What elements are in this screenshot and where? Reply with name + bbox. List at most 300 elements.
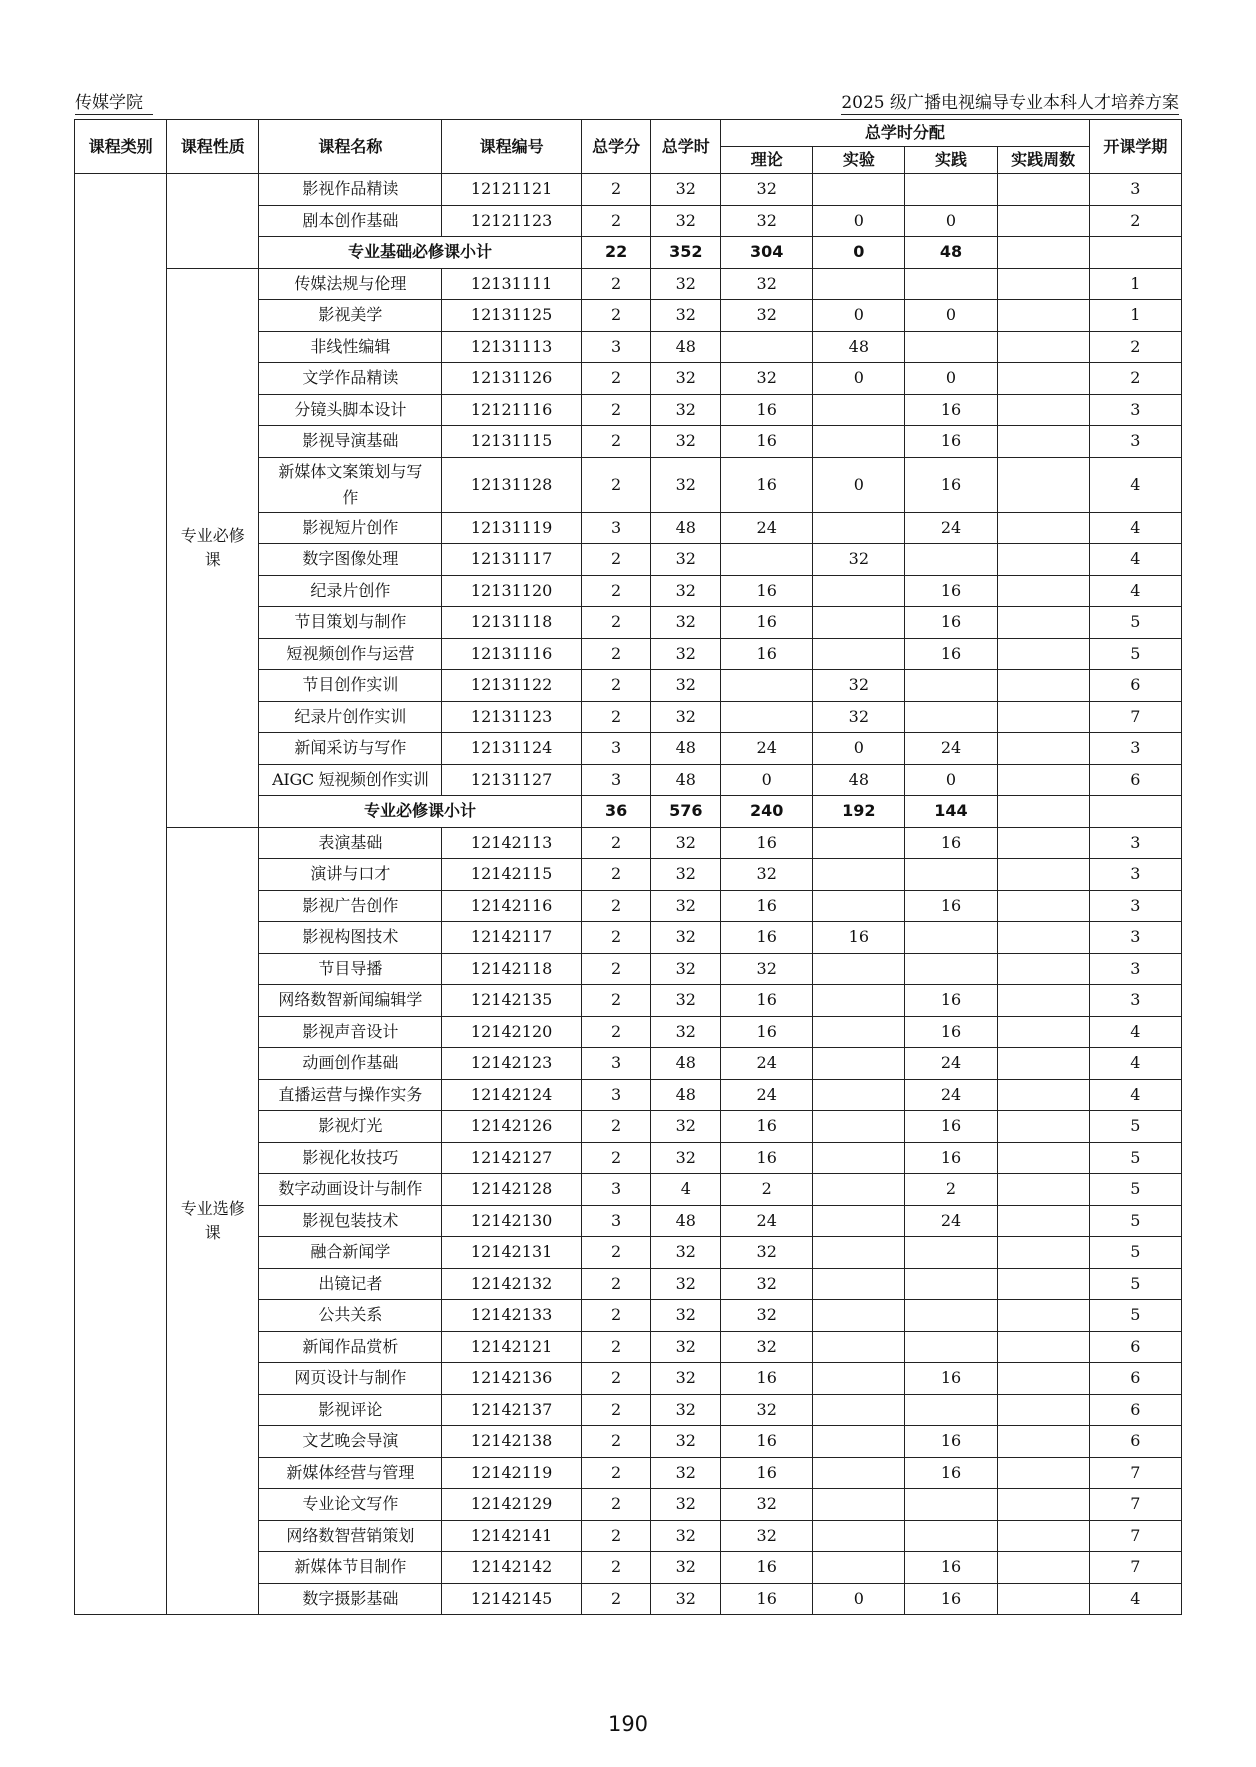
cell-practice-weeks bbox=[997, 457, 1089, 512]
cell-practice-weeks bbox=[997, 827, 1089, 859]
cell-hours: 32 bbox=[651, 1111, 721, 1143]
cell-practice: 16 bbox=[905, 426, 997, 458]
cell-semester: 3 bbox=[1089, 859, 1181, 891]
cell-name: 专业论文写作 bbox=[259, 1489, 442, 1521]
cell-name: 影视化妆技巧 bbox=[259, 1142, 442, 1174]
cell-credits: 2 bbox=[581, 268, 651, 300]
cell-theory: 16 bbox=[721, 1426, 813, 1458]
cell-experiment: 0 bbox=[813, 733, 905, 765]
col-header-semester: 开课学期 bbox=[1089, 120, 1181, 174]
cell-name: 文学作品精读 bbox=[259, 363, 442, 395]
cell-credits: 2 bbox=[581, 701, 651, 733]
cell-practice-weeks bbox=[997, 544, 1089, 576]
cell-theory bbox=[721, 670, 813, 702]
col-header-practice: 实践 bbox=[905, 147, 997, 174]
cell-name: 短视频创作与运营 bbox=[259, 638, 442, 670]
cell-hours: 32 bbox=[651, 1331, 721, 1363]
cell-hours: 32 bbox=[651, 300, 721, 332]
course-table bbox=[74, 119, 1182, 1615]
cell-semester: 3 bbox=[1089, 394, 1181, 426]
cell-practice-weeks bbox=[997, 670, 1089, 702]
cell-practice-weeks bbox=[997, 1079, 1089, 1111]
cell-practice-weeks bbox=[997, 300, 1089, 332]
cell-practice-weeks bbox=[997, 859, 1089, 891]
cell-practice-weeks bbox=[997, 764, 1089, 796]
cell-experiment: 48 bbox=[813, 331, 905, 363]
cell-credits: 2 bbox=[581, 1016, 651, 1048]
cell-semester: 3 bbox=[1089, 733, 1181, 765]
cell-experiment bbox=[813, 1331, 905, 1363]
cell-semester: 5 bbox=[1089, 638, 1181, 670]
cell-credits: 2 bbox=[581, 1552, 651, 1584]
cell-code: 12142133 bbox=[442, 1300, 581, 1332]
cell-hours: 32 bbox=[651, 1394, 721, 1426]
cell-experiment bbox=[813, 1457, 905, 1489]
cell-practice: 24 bbox=[905, 1079, 997, 1111]
cell-semester: 4 bbox=[1089, 457, 1181, 512]
subtotal-hours: 576 bbox=[651, 796, 721, 828]
cell-theory: 32 bbox=[721, 300, 813, 332]
cell-semester: 1 bbox=[1089, 300, 1181, 332]
cell-practice-weeks bbox=[997, 1174, 1089, 1206]
cell-code: 12142127 bbox=[442, 1142, 581, 1174]
cell-name: 出镜记者 bbox=[259, 1268, 442, 1300]
cell-theory: 16 bbox=[721, 890, 813, 922]
cell-semester: 6 bbox=[1089, 1394, 1181, 1426]
cell-practice-weeks bbox=[997, 1048, 1089, 1080]
cell-semester: 3 bbox=[1089, 953, 1181, 985]
cell-practice bbox=[905, 953, 997, 985]
cell-practice: 16 bbox=[905, 1142, 997, 1174]
cell-code: 12142118 bbox=[442, 953, 581, 985]
cell-theory: 16 bbox=[721, 985, 813, 1017]
cell-hours: 48 bbox=[651, 1079, 721, 1111]
cell-practice: 0 bbox=[905, 764, 997, 796]
cell-experiment: 32 bbox=[813, 544, 905, 576]
cell-practice: 24 bbox=[905, 1048, 997, 1080]
cell-practice: 16 bbox=[905, 1457, 997, 1489]
cell-semester: 2 bbox=[1089, 205, 1181, 237]
cell-name: 剧本创作基础 bbox=[259, 205, 442, 237]
cell-theory: 16 bbox=[721, 457, 813, 512]
cell-theory: 32 bbox=[721, 1489, 813, 1521]
course-table-body bbox=[75, 174, 1182, 1615]
cell-name: 纪录片创作实训 bbox=[259, 701, 442, 733]
cell-name: 节目创作实训 bbox=[259, 670, 442, 702]
cell-practice bbox=[905, 1237, 997, 1269]
cell-code: 12131127 bbox=[442, 764, 581, 796]
cell-semester: 7 bbox=[1089, 1457, 1181, 1489]
subtotal-theory: 304 bbox=[721, 237, 813, 269]
cell-theory: 16 bbox=[721, 1016, 813, 1048]
cell-semester: 6 bbox=[1089, 764, 1181, 796]
cell-practice: 16 bbox=[905, 1583, 997, 1615]
cell-semester: 4 bbox=[1089, 544, 1181, 576]
cell-credits: 2 bbox=[581, 607, 651, 639]
cell-semester: 6 bbox=[1089, 1363, 1181, 1395]
cell-hours: 32 bbox=[651, 859, 721, 891]
cell-experiment bbox=[813, 1394, 905, 1426]
cell-theory: 24 bbox=[721, 1205, 813, 1237]
cell-experiment bbox=[813, 426, 905, 458]
subtotal-experiment: 192 bbox=[813, 796, 905, 828]
cell-theory: 32 bbox=[721, 1237, 813, 1269]
subtotal-credits: 22 bbox=[581, 237, 651, 269]
subtotal-practice-weeks bbox=[997, 237, 1089, 269]
cell-practice-weeks bbox=[997, 953, 1089, 985]
cell-credits: 2 bbox=[581, 544, 651, 576]
cell-practice: 0 bbox=[905, 363, 997, 395]
cell-practice: 16 bbox=[905, 607, 997, 639]
cell-experiment bbox=[813, 1079, 905, 1111]
cell-practice bbox=[905, 1300, 997, 1332]
cell-hours: 32 bbox=[651, 670, 721, 702]
cell-code: 12131126 bbox=[442, 363, 581, 395]
cell-practice bbox=[905, 701, 997, 733]
cell-name: 影视构图技术 bbox=[259, 922, 442, 954]
cell-semester: 1 bbox=[1089, 268, 1181, 300]
cell-semester: 6 bbox=[1089, 1331, 1181, 1363]
subtotal-experiment: 0 bbox=[813, 237, 905, 269]
cell-code: 12131128 bbox=[442, 457, 581, 512]
cell-hours: 32 bbox=[651, 1457, 721, 1489]
table-row bbox=[75, 827, 1182, 859]
cell-name: 新媒体节目制作 bbox=[259, 1552, 442, 1584]
cell-theory bbox=[721, 331, 813, 363]
cell-credits: 2 bbox=[581, 1394, 651, 1426]
cell-experiment bbox=[813, 607, 905, 639]
cell-practice-weeks bbox=[997, 1394, 1089, 1426]
cell-code: 12142137 bbox=[442, 1394, 581, 1426]
cell-semester: 2 bbox=[1089, 363, 1181, 395]
col-header-category: 课程类别 bbox=[75, 120, 167, 174]
cell-name: 表演基础 bbox=[259, 827, 442, 859]
cell-credits: 2 bbox=[581, 457, 651, 512]
cell-credits: 3 bbox=[581, 1174, 651, 1206]
cell-credits: 2 bbox=[581, 827, 651, 859]
cell-theory: 16 bbox=[721, 1111, 813, 1143]
cell-credits: 3 bbox=[581, 1205, 651, 1237]
cell-experiment bbox=[813, 1268, 905, 1300]
cell-code: 12131123 bbox=[442, 701, 581, 733]
cell-practice-weeks bbox=[997, 394, 1089, 426]
cell-theory: 32 bbox=[721, 205, 813, 237]
cell-experiment: 32 bbox=[813, 670, 905, 702]
cell-credits: 2 bbox=[581, 1111, 651, 1143]
cell-experiment bbox=[813, 268, 905, 300]
cell-semester: 4 bbox=[1089, 512, 1181, 544]
cell-hours: 48 bbox=[651, 512, 721, 544]
col-header-code: 课程编号 bbox=[442, 120, 581, 174]
cell-practice: 16 bbox=[905, 827, 997, 859]
cell-hours: 32 bbox=[651, 1237, 721, 1269]
cell-experiment bbox=[813, 1300, 905, 1332]
cell-credits: 2 bbox=[581, 985, 651, 1017]
cell-code: 12131118 bbox=[442, 607, 581, 639]
cell-credits: 2 bbox=[581, 1520, 651, 1552]
category-cell bbox=[75, 174, 167, 1615]
cell-name: 新媒体经营与管理 bbox=[259, 1457, 442, 1489]
cell-semester: 4 bbox=[1089, 1048, 1181, 1080]
cell-name: AIGC 短视频创作实训 bbox=[259, 764, 442, 796]
cell-theory bbox=[721, 701, 813, 733]
cell-name: 直播运营与操作实务 bbox=[259, 1079, 442, 1111]
cell-semester: 2 bbox=[1089, 331, 1181, 363]
cell-practice-weeks bbox=[997, 638, 1089, 670]
cell-hours: 32 bbox=[651, 205, 721, 237]
cell-experiment: 0 bbox=[813, 205, 905, 237]
subtotal-semester bbox=[1089, 237, 1181, 269]
cell-credits: 2 bbox=[581, 1268, 651, 1300]
cell-semester: 5 bbox=[1089, 1300, 1181, 1332]
cell-semester: 5 bbox=[1089, 1111, 1181, 1143]
cell-code: 12142131 bbox=[442, 1237, 581, 1269]
cell-code: 12142129 bbox=[442, 1489, 581, 1521]
cell-credits: 2 bbox=[581, 922, 651, 954]
cell-code: 12142132 bbox=[442, 1268, 581, 1300]
cell-name: 影视作品精读 bbox=[259, 174, 442, 206]
cell-hours: 32 bbox=[651, 638, 721, 670]
cell-hours: 4 bbox=[651, 1174, 721, 1206]
cell-name: 影视导演基础 bbox=[259, 426, 442, 458]
cell-experiment: 32 bbox=[813, 701, 905, 733]
cell-experiment bbox=[813, 953, 905, 985]
cell-hours: 32 bbox=[651, 174, 721, 206]
cell-name: 网络数智新闻编辑学 bbox=[259, 985, 442, 1017]
col-header-nature: 课程性质 bbox=[167, 120, 259, 174]
cell-name: 数字动画设计与制作 bbox=[259, 1174, 442, 1206]
cell-semester: 4 bbox=[1089, 575, 1181, 607]
cell-theory: 32 bbox=[721, 1394, 813, 1426]
cell-theory: 24 bbox=[721, 1048, 813, 1080]
cell-code: 12142119 bbox=[442, 1457, 581, 1489]
cell-experiment bbox=[813, 1174, 905, 1206]
cell-semester: 4 bbox=[1089, 1583, 1181, 1615]
cell-credits: 2 bbox=[581, 1363, 651, 1395]
col-header-experiment: 实验 bbox=[813, 147, 905, 174]
cell-practice: 2 bbox=[905, 1174, 997, 1206]
cell-hours: 48 bbox=[651, 331, 721, 363]
cell-semester: 3 bbox=[1089, 174, 1181, 206]
cell-name: 文艺晚会导演 bbox=[259, 1426, 442, 1458]
cell-credits: 3 bbox=[581, 1048, 651, 1080]
cell-code: 12142123 bbox=[442, 1048, 581, 1080]
cell-credits: 2 bbox=[581, 300, 651, 332]
cell-name: 影视声音设计 bbox=[259, 1016, 442, 1048]
subtotal-label: 专业基础必修课小计 bbox=[259, 237, 582, 269]
cell-practice-weeks bbox=[997, 1363, 1089, 1395]
cell-name: 影视包装技术 bbox=[259, 1205, 442, 1237]
cell-hours: 32 bbox=[651, 363, 721, 395]
cell-theory: 32 bbox=[721, 1331, 813, 1363]
cell-code: 12142120 bbox=[442, 1016, 581, 1048]
cell-practice-weeks bbox=[997, 426, 1089, 458]
cell-theory: 16 bbox=[721, 426, 813, 458]
cell-code: 12142128 bbox=[442, 1174, 581, 1206]
header-college: 传媒学院 bbox=[75, 92, 153, 115]
col-header-name: 课程名称 bbox=[259, 120, 442, 174]
cell-code: 12142135 bbox=[442, 985, 581, 1017]
subtotal-credits: 36 bbox=[581, 796, 651, 828]
cell-name: 影视广告创作 bbox=[259, 890, 442, 922]
cell-theory: 32 bbox=[721, 1520, 813, 1552]
cell-hours: 32 bbox=[651, 1489, 721, 1521]
cell-credits: 2 bbox=[581, 1331, 651, 1363]
cell-semester: 7 bbox=[1089, 1520, 1181, 1552]
cell-semester: 5 bbox=[1089, 607, 1181, 639]
cell-name: 新闻采访与写作 bbox=[259, 733, 442, 765]
cell-hours: 32 bbox=[651, 1268, 721, 1300]
cell-theory: 32 bbox=[721, 1300, 813, 1332]
cell-code: 12142121 bbox=[442, 1331, 581, 1363]
cell-practice-weeks bbox=[997, 1142, 1089, 1174]
cell-practice bbox=[905, 1489, 997, 1521]
cell-code: 12142117 bbox=[442, 922, 581, 954]
cell-hours: 32 bbox=[651, 426, 721, 458]
cell-hours: 32 bbox=[651, 827, 721, 859]
course-nature-cell bbox=[167, 174, 259, 269]
cell-credits: 2 bbox=[581, 363, 651, 395]
cell-practice-weeks bbox=[997, 1331, 1089, 1363]
cell-practice: 16 bbox=[905, 638, 997, 670]
cell-credits: 2 bbox=[581, 1142, 651, 1174]
cell-semester: 3 bbox=[1089, 426, 1181, 458]
cell-experiment bbox=[813, 859, 905, 891]
cell-practice-weeks bbox=[997, 1489, 1089, 1521]
cell-name: 影视短片创作 bbox=[259, 512, 442, 544]
cell-name: 网络数智营销策划 bbox=[259, 1520, 442, 1552]
cell-credits: 3 bbox=[581, 331, 651, 363]
cell-practice bbox=[905, 331, 997, 363]
cell-theory: 0 bbox=[721, 764, 813, 796]
subtotal-semester bbox=[1089, 796, 1181, 828]
cell-credits: 2 bbox=[581, 575, 651, 607]
cell-semester: 3 bbox=[1089, 890, 1181, 922]
cell-experiment bbox=[813, 394, 905, 426]
cell-semester: 5 bbox=[1089, 1205, 1181, 1237]
cell-credits: 3 bbox=[581, 1079, 651, 1111]
cell-practice-weeks bbox=[997, 1520, 1089, 1552]
cell-hours: 32 bbox=[651, 1300, 721, 1332]
cell-name: 节目策划与制作 bbox=[259, 607, 442, 639]
cell-practice bbox=[905, 1331, 997, 1363]
cell-practice: 24 bbox=[905, 1205, 997, 1237]
cell-name: 新媒体文案策划与写 作 bbox=[259, 457, 442, 512]
cell-semester: 5 bbox=[1089, 1174, 1181, 1206]
cell-hours: 48 bbox=[651, 764, 721, 796]
cell-hours: 32 bbox=[651, 701, 721, 733]
cell-experiment bbox=[813, 1552, 905, 1584]
course-nature-cell: 专业选修 课 bbox=[167, 827, 259, 1615]
cell-experiment: 0 bbox=[813, 300, 905, 332]
cell-credits: 2 bbox=[581, 1237, 651, 1269]
cell-experiment bbox=[813, 1205, 905, 1237]
cell-experiment bbox=[813, 890, 905, 922]
cell-practice bbox=[905, 1268, 997, 1300]
col-header-theory: 理论 bbox=[721, 147, 813, 174]
cell-practice-weeks bbox=[997, 1268, 1089, 1300]
cell-semester: 6 bbox=[1089, 1426, 1181, 1458]
cell-code: 12142113 bbox=[442, 827, 581, 859]
cell-experiment: 0 bbox=[813, 1583, 905, 1615]
cell-experiment bbox=[813, 638, 905, 670]
cell-name: 影视美学 bbox=[259, 300, 442, 332]
cell-experiment bbox=[813, 1111, 905, 1143]
cell-code: 12142124 bbox=[442, 1079, 581, 1111]
cell-code: 12142126 bbox=[442, 1111, 581, 1143]
cell-practice bbox=[905, 174, 997, 206]
cell-semester: 5 bbox=[1089, 1237, 1181, 1269]
cell-theory: 16 bbox=[721, 1583, 813, 1615]
cell-practice bbox=[905, 1394, 997, 1426]
cell-practice: 16 bbox=[905, 457, 997, 512]
cell-hours: 32 bbox=[651, 1363, 721, 1395]
cell-theory: 16 bbox=[721, 922, 813, 954]
cell-name: 影视评论 bbox=[259, 1394, 442, 1426]
cell-credits: 2 bbox=[581, 174, 651, 206]
cell-code: 12142136 bbox=[442, 1363, 581, 1395]
cell-practice: 16 bbox=[905, 1363, 997, 1395]
cell-semester: 5 bbox=[1089, 1268, 1181, 1300]
cell-code: 12142115 bbox=[442, 859, 581, 891]
cell-practice-weeks bbox=[997, 701, 1089, 733]
cell-theory: 16 bbox=[721, 1363, 813, 1395]
cell-credits: 2 bbox=[581, 1489, 651, 1521]
cell-theory: 24 bbox=[721, 733, 813, 765]
cell-theory: 16 bbox=[721, 1142, 813, 1174]
cell-theory bbox=[721, 544, 813, 576]
cell-practice-weeks bbox=[997, 1457, 1089, 1489]
cell-experiment bbox=[813, 1016, 905, 1048]
cell-experiment bbox=[813, 1363, 905, 1395]
cell-experiment bbox=[813, 827, 905, 859]
cell-name: 网页设计与制作 bbox=[259, 1363, 442, 1395]
cell-hours: 32 bbox=[651, 607, 721, 639]
cell-experiment: 0 bbox=[813, 457, 905, 512]
cell-theory: 32 bbox=[721, 953, 813, 985]
cell-practice-weeks bbox=[997, 1016, 1089, 1048]
cell-code: 12131117 bbox=[442, 544, 581, 576]
cell-code: 12142138 bbox=[442, 1426, 581, 1458]
cell-practice: 16 bbox=[905, 1426, 997, 1458]
cell-hours: 32 bbox=[651, 268, 721, 300]
cell-practice: 16 bbox=[905, 575, 997, 607]
cell-name: 传媒法规与伦理 bbox=[259, 268, 442, 300]
cell-theory: 16 bbox=[721, 1457, 813, 1489]
cell-hours: 32 bbox=[651, 890, 721, 922]
cell-semester: 4 bbox=[1089, 1016, 1181, 1048]
cell-code: 12142145 bbox=[442, 1583, 581, 1615]
cell-code: 12131119 bbox=[442, 512, 581, 544]
cell-name: 数字摄影基础 bbox=[259, 1583, 442, 1615]
cell-practice: 24 bbox=[905, 733, 997, 765]
cell-practice-weeks bbox=[997, 1111, 1089, 1143]
cell-hours: 32 bbox=[651, 1142, 721, 1174]
cell-practice: 0 bbox=[905, 300, 997, 332]
cell-practice bbox=[905, 268, 997, 300]
cell-practice-weeks bbox=[997, 1237, 1089, 1269]
subtotal-practice: 48 bbox=[905, 237, 997, 269]
cell-code: 12121123 bbox=[442, 205, 581, 237]
cell-practice-weeks bbox=[997, 985, 1089, 1017]
cell-hours: 32 bbox=[651, 1426, 721, 1458]
cell-credits: 3 bbox=[581, 764, 651, 796]
cell-credits: 2 bbox=[581, 394, 651, 426]
cell-practice-weeks bbox=[997, 331, 1089, 363]
cell-practice-weeks bbox=[997, 1583, 1089, 1615]
table-row bbox=[75, 174, 1182, 206]
col-header-hours: 总学时 bbox=[651, 120, 721, 174]
